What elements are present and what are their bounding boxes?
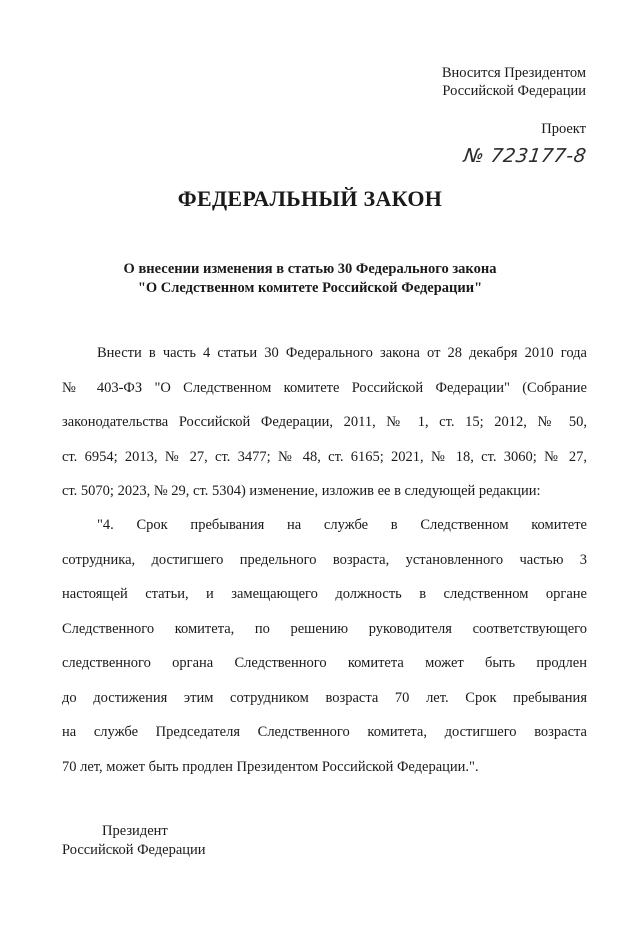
paragraph-new-wording xyxy=(62,508,587,784)
law-subtitle-line-1: О внесении изменения в статью 30 Федерального закона xyxy=(123,261,497,277)
paragraph-line: на службе Председателя Следственного комитета, достигшего возраста xyxy=(62,724,587,740)
signature-title: Президент xyxy=(102,823,168,839)
paragraph-amendment-intro xyxy=(62,336,587,509)
submitter-block xyxy=(442,64,586,100)
paragraph-line: Следственного комитета, по решению руководителя соответствующего xyxy=(62,620,587,637)
paragraph-line: ст. 6954; 2013, № 27, ст. 3477; № 48, ст. 6165; 2021, № 18, ст. 3060; № 27, xyxy=(62,448,587,465)
law-subtitle xyxy=(0,260,620,298)
submitter-line-2: Российской Федерации xyxy=(442,83,586,99)
law-title: ФЕДЕРАЛЬНЫЙ ЗАКОН xyxy=(177,186,443,211)
paragraph-line: настоящей статьи, и замещающего должность в следственном органе xyxy=(62,586,587,602)
paragraph-line: сотрудника, достигшего предельного возраста, установленного частью 3 xyxy=(62,551,587,568)
draft-label: Проект xyxy=(541,121,586,137)
paragraph-line: ст. 5070; 2023, № 29, ст. 5304) изменение, изложив ее в следующей редакции: xyxy=(62,483,541,499)
signature-block xyxy=(62,822,206,860)
paragraph-line: законодательства Российской Федерации, 2011, № 1, ст. 15; 2012, № 50, xyxy=(62,414,587,430)
paragraph-line: до достижения этим сотрудником возраста 70 лет. Срок пребывания xyxy=(62,689,587,706)
paragraph-line: 70 лет, может быть продлен Президентом Российской Федерации.". xyxy=(62,758,479,775)
handwritten-draft-number: № 723177-8 xyxy=(462,145,588,167)
law-subtitle-line-2: "О Следственном комитете Российской Федерации" xyxy=(137,280,483,296)
paragraph-line: Внести в часть 4 статьи 30 Федерального закона от 28 декабря 2010 года xyxy=(97,345,587,361)
paragraph-line: следственного органа Следственного комитета может быть продлен xyxy=(62,655,587,671)
paragraph-line: "4. Срок пребывания на службе в Следственном комитете xyxy=(97,517,587,533)
paragraph-line: № 403-ФЗ "О Следственном комитете Российской Федерации" (Собрание xyxy=(62,379,587,396)
submitter-line-1: Вносится Президентом xyxy=(441,65,586,81)
signature-country: Российской Федерации xyxy=(62,842,206,858)
